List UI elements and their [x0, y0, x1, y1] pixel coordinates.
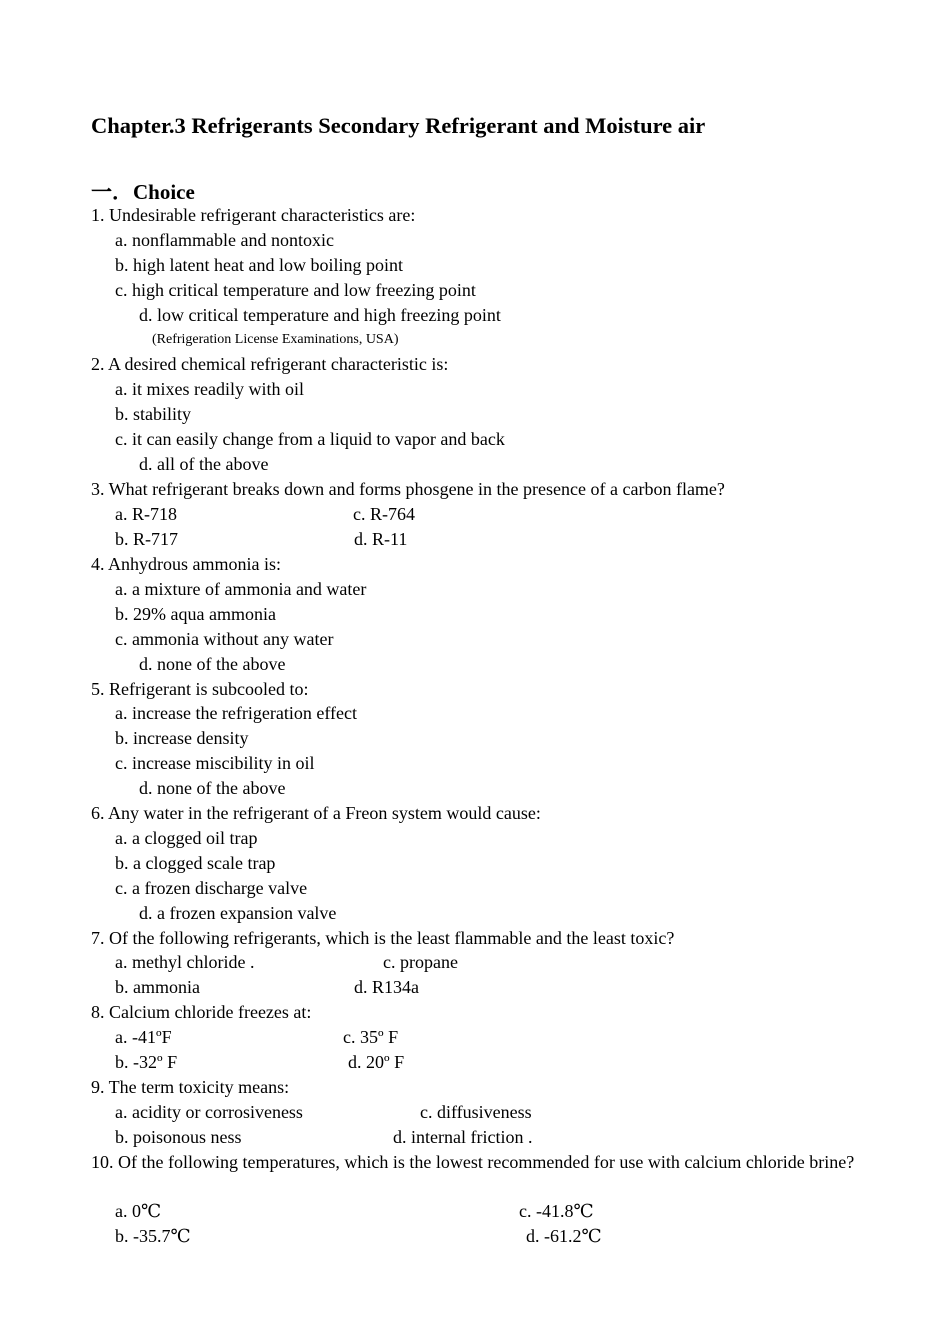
- question-5-option-c: c. increase miscibility in oil: [115, 753, 315, 773]
- question-2-option-b: b. stability: [115, 404, 191, 424]
- question-1-option-c: c. high critical temperature and low freezing point: [115, 280, 476, 300]
- question-9-option-b: b. poisonous ness: [115, 1127, 242, 1147]
- question-2-stem: 2. A desired chemical refrigerant characteristic is:: [91, 354, 449, 374]
- question-8-stem: 8. Calcium chloride freezes at:: [91, 1002, 312, 1022]
- question-3-option-b: b. R-717: [115, 529, 178, 549]
- question-1-stem: 1. Undesirable refrigerant characteristics are:: [91, 205, 416, 225]
- question-8-option-c: c. 35º F: [343, 1027, 399, 1047]
- question-9-stem: 9. The term toxicity means:: [91, 1077, 290, 1097]
- question-7-option-c: c. propane: [383, 952, 458, 972]
- question-5-option-a: a. increase the refrigeration effect: [115, 703, 358, 723]
- question-4-option-b: b. 29% aqua ammonia: [115, 604, 276, 624]
- question-4-stem: 4. Anhydrous ammonia is:: [91, 554, 281, 574]
- question-10-option-a: a. 0℃: [115, 1201, 162, 1221]
- question-3-stem: 3. What refrigerant breaks down and forms phosgene in the presence of a carbon flame?: [91, 479, 725, 499]
- section-heading: 一．Choice: [91, 180, 195, 204]
- question-1-option-b: b. high latent heat and low boiling point: [115, 255, 403, 275]
- question-1-option-d: d. low critical temperature and high freezing point: [139, 305, 501, 325]
- question-4-option-d: d. none of the above: [139, 654, 286, 674]
- question-7-option-b: b. ammonia: [115, 977, 200, 997]
- question-6-stem: 6. Any water in the refrigerant of a Freon system would cause:: [91, 803, 541, 823]
- question-3-option-c: c. R-764: [353, 504, 415, 524]
- question-5-option-b: b. increase density: [115, 728, 249, 748]
- question-4-option-a: a. a mixture of ammonia and water: [115, 579, 367, 599]
- question-10-option-c: c. -41.8℃: [519, 1201, 594, 1221]
- question-1-source: (Refrigeration License Examinations, USA): [152, 332, 399, 347]
- question-7-option-a: a. methyl chloride .: [115, 952, 255, 972]
- question-2-option-c: c. it can easily change from a liquid to vapor and back: [115, 429, 505, 449]
- question-1-option-a: a. nonflammable and nontoxic: [115, 230, 334, 250]
- question-9-option-c: c. diffusiveness: [420, 1102, 532, 1122]
- question-9-option-d: d. internal friction .: [393, 1127, 533, 1147]
- question-7-option-d: d. R134a: [354, 977, 419, 997]
- question-9-option-a: a. acidity or corrosiveness: [115, 1102, 303, 1122]
- question-6-option-a: a. a clogged oil trap: [115, 828, 258, 848]
- question-10-stem-block: [91, 1150, 881, 1175]
- question-10-option-b: b. -35.7℃: [115, 1226, 191, 1246]
- chapter-title: Chapter.3 Refrigerants Secondary Refrigerant and Moisture air: [91, 113, 706, 138]
- question-6-option-d: d. a frozen expansion valve: [139, 903, 337, 923]
- question-6-option-c: c. a frozen discharge valve: [115, 878, 308, 898]
- question-5-stem: 5. Refrigerant is subcooled to:: [91, 679, 309, 699]
- question-8-option-a: a. -41ºF: [115, 1027, 172, 1047]
- question-4-option-c: c. ammonia without any water: [115, 629, 334, 649]
- question-10-option-d: d. -61.2℃: [526, 1226, 602, 1246]
- question-6-option-b: b. a clogged scale trap: [115, 853, 276, 873]
- question-10-stem: 10. Of the following temperatures, which is the lowest recommended for use with calcium chloride brine?: [91, 1152, 855, 1172]
- question-2-option-d: d. all of the above: [139, 454, 269, 474]
- question-3-option-a: a. R-718: [115, 504, 177, 524]
- question-3-option-d: d. R-11: [354, 529, 408, 549]
- question-8-option-d: d. 20º F: [348, 1052, 405, 1072]
- question-2-option-a: a. it mixes readily with oil: [115, 379, 304, 399]
- question-5-option-d: d. none of the above: [139, 778, 286, 798]
- question-8-option-b: b. -32º F: [115, 1052, 178, 1072]
- question-7-stem: 7. Of the following refrigerants, which is the least flammable and the least toxic?: [91, 928, 675, 948]
